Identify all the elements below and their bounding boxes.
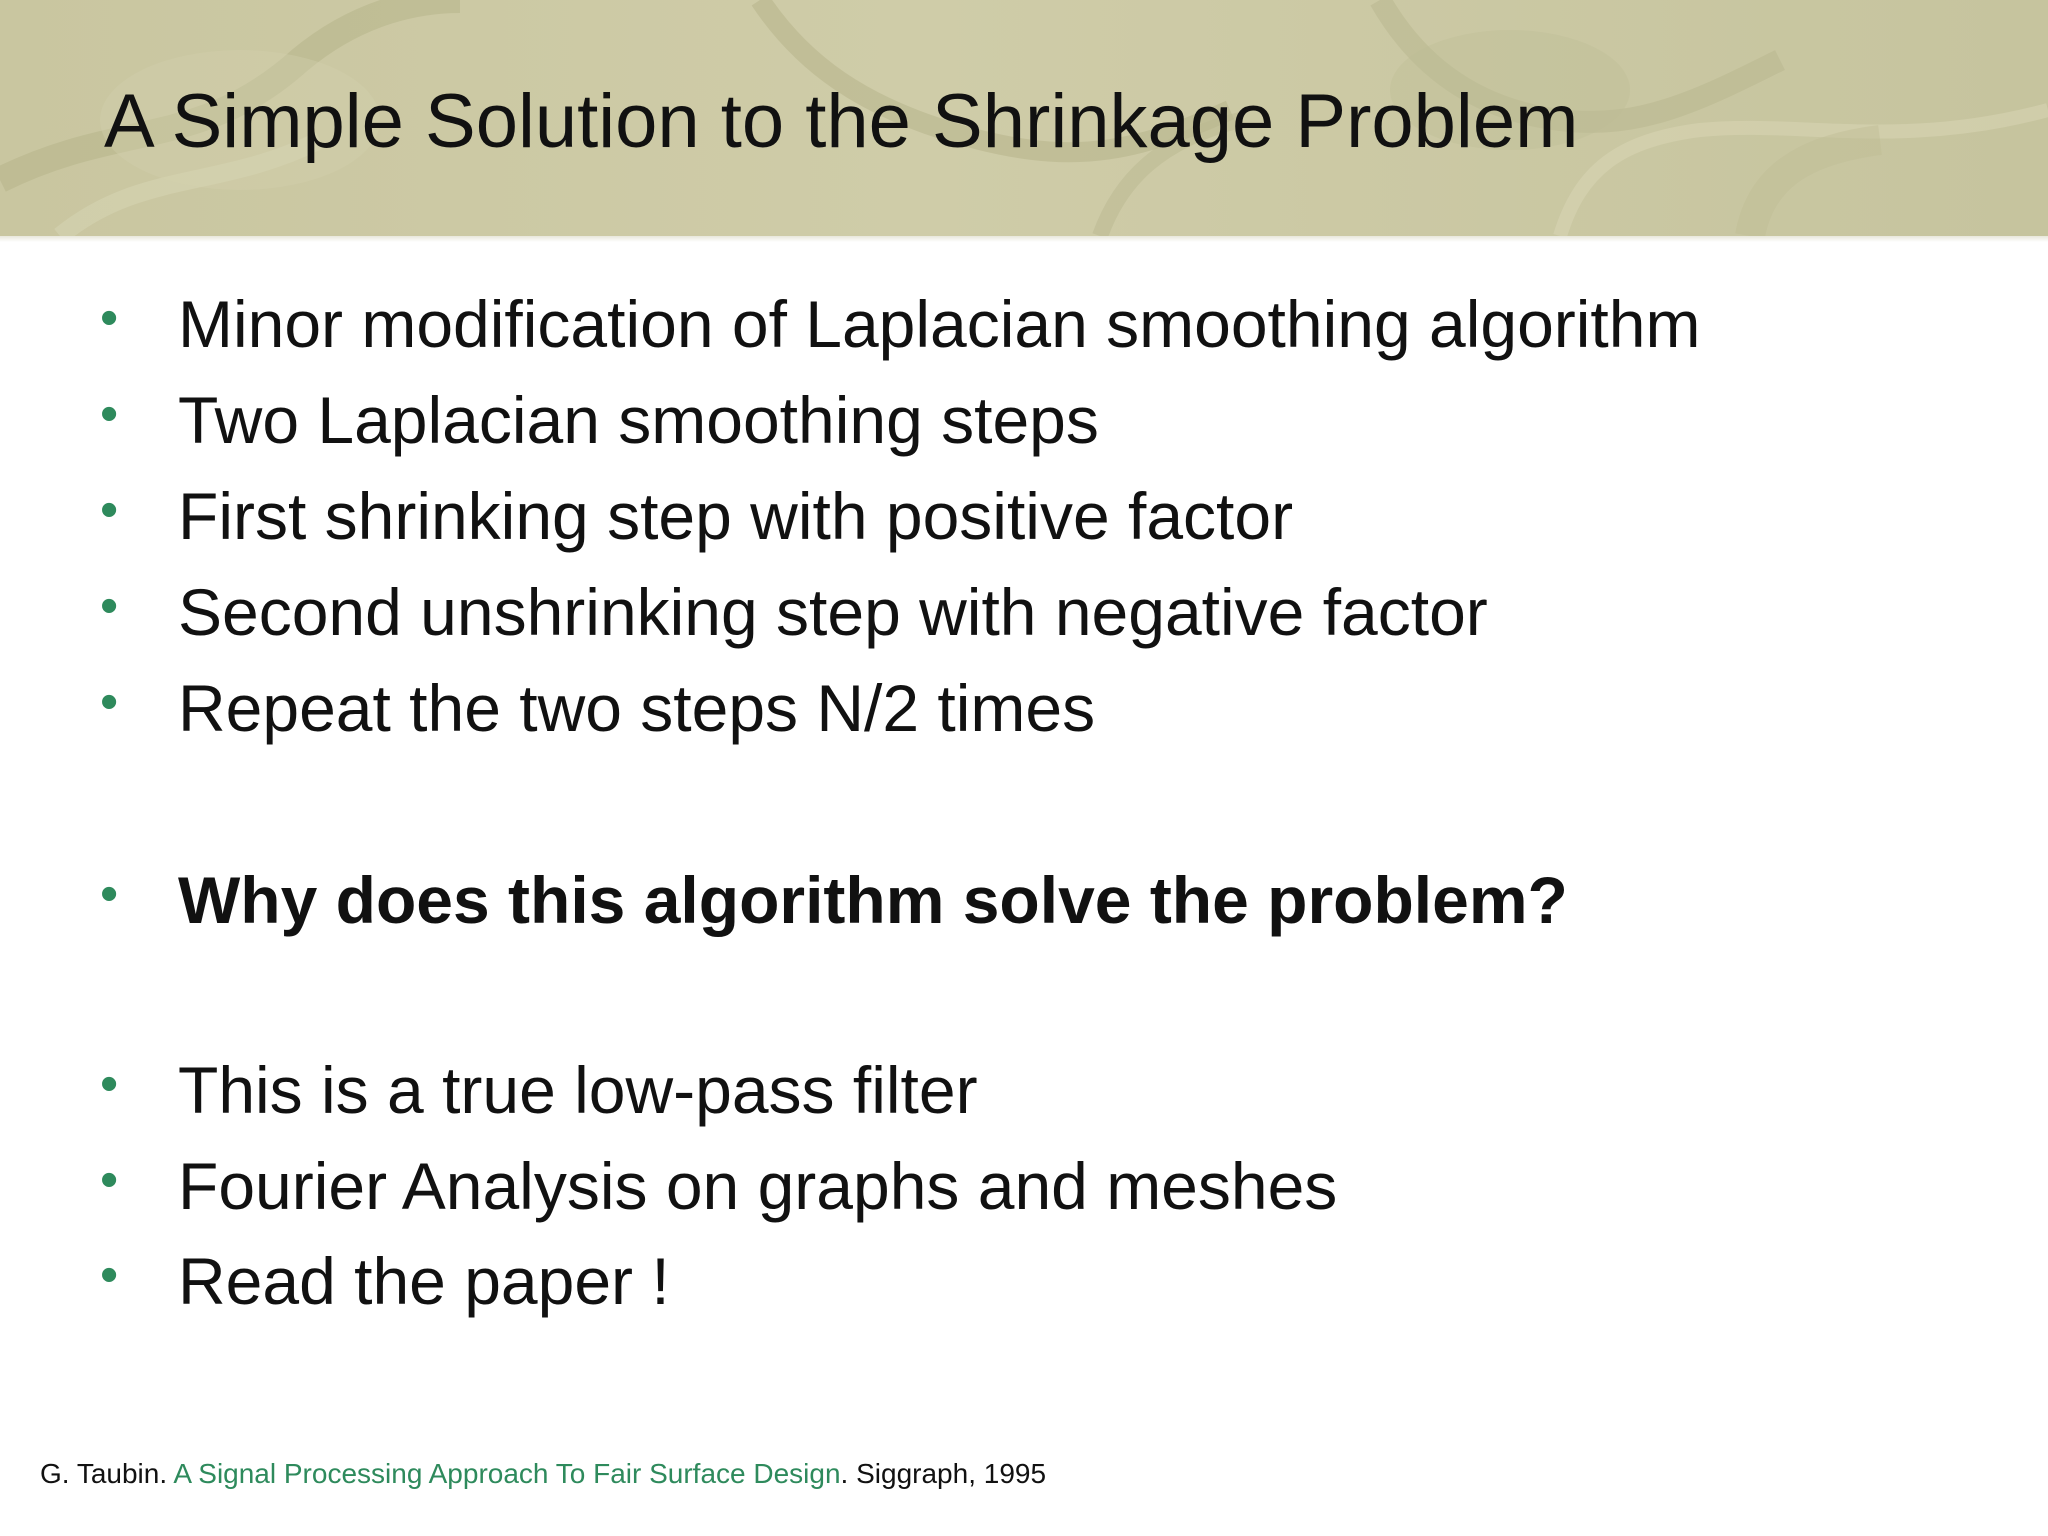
slide-title: A Simple Solution to the Shrinkage Problem — [104, 79, 1579, 164]
bullet-item — [100, 284, 1700, 364]
citation-venue: . Siggraph, 1995 — [840, 1458, 1047, 1489]
bullet-item — [100, 380, 1099, 460]
bullet-item-question — [100, 860, 1568, 940]
bullet-text: Fourier Analysis on graphs and meshes — [178, 1149, 1338, 1223]
bullet-item — [100, 1146, 1337, 1226]
bullet-item — [100, 1241, 670, 1321]
bullet-text-question: Why does this algorithm solve the problem? — [178, 863, 1568, 937]
bullet-item — [100, 476, 1293, 556]
bullet-text: First shrinking step with positive factor — [178, 479, 1294, 553]
bullet-text: This is a true low-pass filter — [178, 1053, 978, 1127]
bullet-item — [100, 668, 1095, 748]
header-bottom-fade — [0, 236, 2048, 242]
bullet-dot-icon: • — [100, 1246, 119, 1304]
bullet-dot-icon: • — [100, 577, 119, 635]
bullet-dot-icon: • — [100, 1055, 119, 1113]
bullet-text: Two Laplacian smoothing steps — [178, 383, 1099, 457]
bullet-dot-icon: • — [100, 865, 119, 923]
bullet-item — [100, 572, 1488, 652]
bullet-text: Minor modification of Laplacian smoothing algorithm — [178, 287, 1701, 361]
bullet-dot-icon: • — [100, 673, 119, 731]
bullet-text: Second unshrinking step with negative factor — [178, 575, 1488, 649]
bullet-text: Read the paper ! — [178, 1244, 670, 1318]
bullet-dot-icon: • — [100, 1151, 119, 1209]
bullet-dot-icon: • — [100, 385, 119, 443]
citation-author: G. Taubin. — [40, 1458, 174, 1489]
citation — [40, 1456, 1046, 1492]
citation-paper-link[interactable]: A Signal Processing Approach To Fair Surface Design — [173, 1458, 841, 1489]
bullet-dot-icon: • — [100, 481, 119, 539]
bullet-text: Repeat the two steps N/2 times — [178, 671, 1096, 745]
bullet-item — [100, 1050, 978, 1130]
bullet-dot-icon: • — [100, 289, 119, 347]
